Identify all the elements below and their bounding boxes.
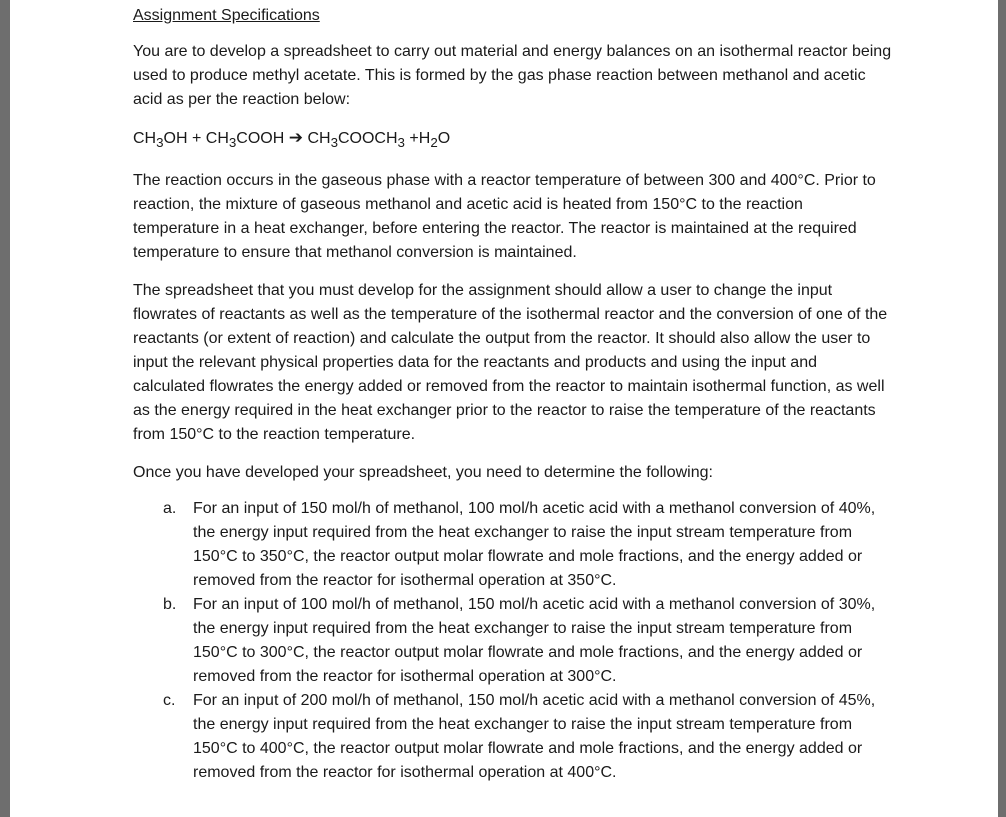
list-item-text: For an input of 200 mol/h of methanol, 150 mol/h acetic acid with a methanol conversion of 45%, the energy input required from the heat exchanger to raise the input stream temperature from 150°C to 400°C, the reactor output molar flowrate and mole fractions, and the energy added or removed from the reactor for isothermal operation at 400°C. (193, 692, 876, 782)
eq-subscript: 3 (156, 135, 164, 151)
spreadsheet-requirements-paragraph: The spreadsheet that you must develop for the assignment should allow a user to change the input flowrates of reactants as well as the temperature of the isothermal reactor and the conversion of one of the reactants (or extent of reaction) and calculate the output from the reactor. It should also allow the user to input the relevant physical properties data for the reactants and products and using the input and calculated flowrates the energy added or removed from the reactor to maintain isothermal function, as well as the energy required in the heat exchanger prior to the reactor to raise the temperature of the reactants from 150°C to the reaction temperature. (133, 282, 888, 444)
list-marker: a. (163, 500, 177, 518)
eq-text: OH + CH (163, 130, 229, 147)
eq-text: +H (404, 130, 431, 147)
viewer-frame-left (0, 0, 10, 817)
viewer-frame-right (998, 0, 1006, 817)
list-item (133, 593, 893, 689)
eq-subscript: 2 (430, 135, 438, 151)
list-item (133, 689, 893, 785)
document-content (133, 4, 893, 785)
list-marker: c. (163, 692, 176, 710)
intro-paragraph: You are to develop a spreadsheet to carry out material and energy balances on an isothermal reactor being used to produce methyl acetate. This is formed by the gas phase reaction between methanol and acetic acid as per the reaction below: (133, 43, 892, 108)
reaction-conditions-paragraph: The reaction occurs in the gaseous phase with a reactor temperature of between 300 and 400°C. Prior to reaction, the mixture of gaseous methanol and acetic acid is heated from 150°C to the reaction temperature in a heat exchanger, before entering the reactor. The reactor is maintained at the required temperature to ensure that methanol conversion is maintained. (133, 172, 876, 262)
eq-subscript: 3 (228, 135, 237, 151)
tasks-intro-paragraph: Once you have developed your spreadsheet, you need to determine the following: (133, 464, 713, 482)
list-item (133, 497, 893, 593)
reaction-equation (133, 126, 893, 155)
list-item-text: For an input of 150 mol/h of methanol, 100 mol/h acetic acid with a methanol conversion of 40%, the energy input required from the heat exchanger to raise the input stream temperature from 150°C to 350°C, the reactor output molar flowrate and mole fractions, and the energy added or removed from the reactor for isothermal operation at 350°C. (193, 500, 876, 590)
eq-text: COOCH (337, 130, 398, 147)
document-page (10, 0, 998, 817)
section-heading: Assignment Specifications (133, 7, 320, 24)
eq-subscript: 3 (397, 135, 405, 151)
eq-subscript: 3 (330, 135, 338, 151)
list-item-text: For an input of 100 mol/h of methanol, 150 mol/h acetic acid with a methanol conversion of 30%, the energy input required from the heat exchanger to raise the input stream temperature from 150°C to 300°C, the reactor output molar flowrate and mole fractions, and the energy added or removed from the reactor for isothermal operation at 300°C. (193, 596, 876, 686)
task-list (133, 497, 893, 785)
eq-text: O (437, 130, 451, 147)
eq-text: CH (303, 130, 331, 147)
eq-text: CH (133, 130, 157, 147)
list-marker: b. (163, 596, 177, 614)
reaction-arrow-icon: ➔ (288, 128, 303, 147)
eq-text: COOH (236, 130, 289, 147)
